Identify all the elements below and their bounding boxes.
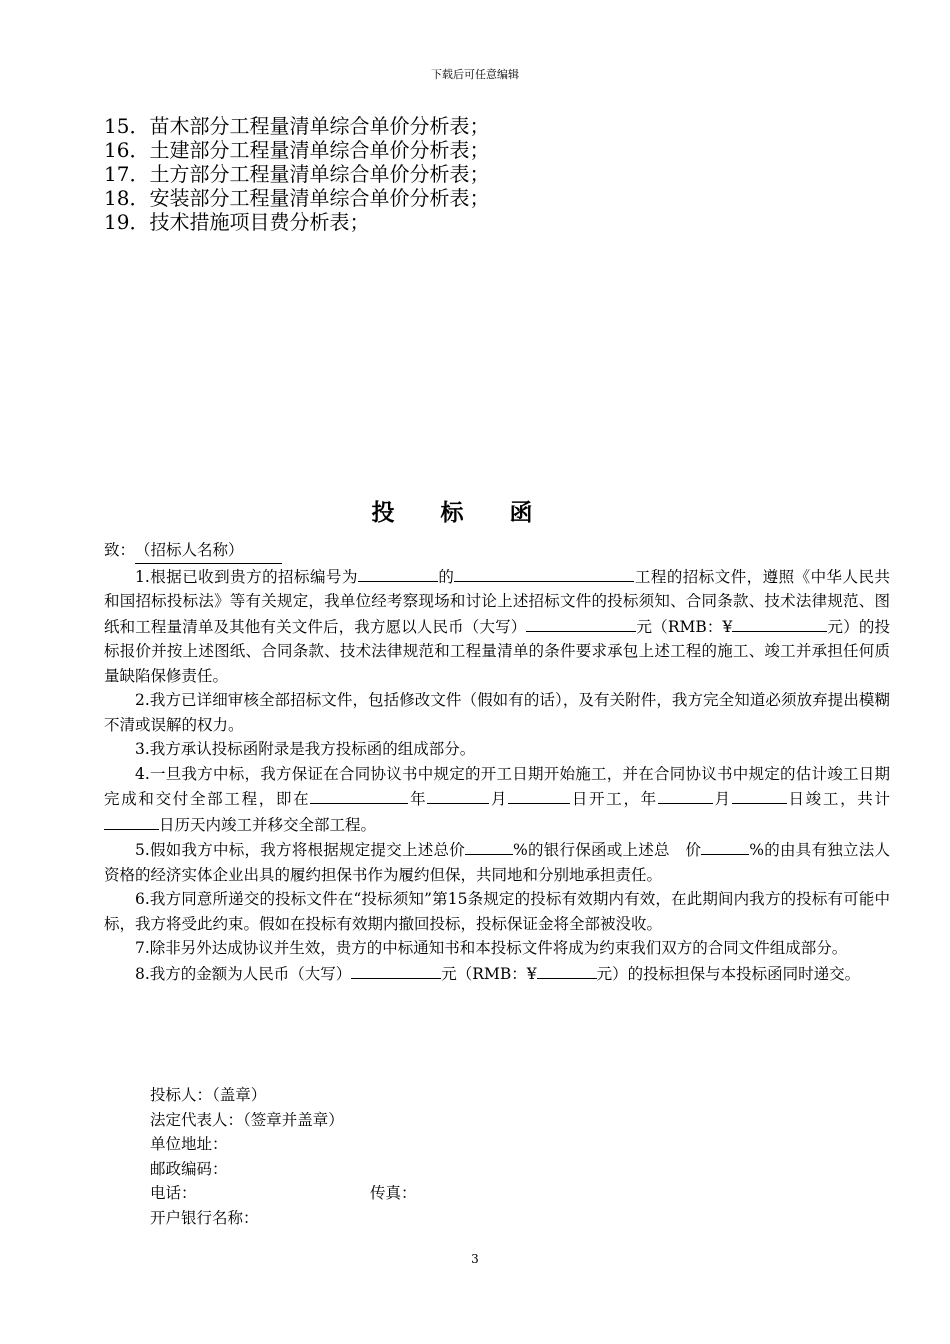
blank-field <box>537 961 597 979</box>
blank-field <box>310 786 408 804</box>
page-title: 投标函 <box>371 499 579 526</box>
list-item: 17．土方部分工程量清单综合单价分析表； <box>104 162 490 186</box>
paragraph-6: 6.我方同意所递交的投标文件在“投标须知”第15条规定的投标有效期内有效，在此期间内我方的投标有可能中标，我方将受此约束。假如在投标有效期内撤回投标，投标保证金将全部被没收。 <box>104 890 890 933</box>
paragraph-7: 7.除非另外达成协议并生效，贵方的中标通知书和本投标文件将成为约束我们双方的合同文件组成部分。 <box>135 939 848 957</box>
legal-rep-line: 法定代表人：（签章并盖章） <box>150 1110 344 1129</box>
blank-field <box>508 786 570 804</box>
blank-field <box>701 837 749 855</box>
list-item: 16．土建部分工程量清单综合单价分析表； <box>104 138 490 162</box>
page-header-note: 下载后可任意编辑 <box>431 68 519 81</box>
letter-body <box>104 538 890 986</box>
blank-field <box>526 614 636 632</box>
paragraph-1: 1.根据已收到贵方的招标编号为 的 工程的招标文件，遵照《中华人民共和国招标投标法》等有关规定，我单位经考察现场和讨论上述招标文件的投标须知、合同条款、技术法律规范、图纸和工程量清单及其他有关文件后，我方愿以人民币（大写） 元（RMB：¥ 元）的投标报价并按上述图纸、合同条款、技术法律规范和工程量清单的条件要求承包上述工程的施工、竣工并承担任何质量缺陷保修责任。 <box>104 564 890 689</box>
blank-field <box>732 614 827 632</box>
blank-field <box>465 837 513 855</box>
blank-field <box>351 961 441 979</box>
postcode-line: 邮政编码： <box>150 1159 228 1178</box>
signature-block <box>150 1083 417 1230</box>
blank-field <box>427 786 489 804</box>
paragraph-8: 8.我方的金额为人民币（大写） 元（RMB：¥ 元）的投标担保与本投标函同时递交。 <box>104 961 890 987</box>
phone-fax-line <box>150 1181 417 1206</box>
blank-field <box>358 564 438 582</box>
paragraph-4: 4.一旦我方中标，我方保证在合同协议书中规定的开工日期开始施工，并在合同协议书中规定的估计竣工日期完成和交付全部工程，即在 年 月 日开工，年 月 日竣工，共计日历天内竣工并移交全部工程。 <box>104 764 890 834</box>
paragraph-2: 2.我方已详细审核全部招标文件，包括修改文件（假如有的话），及有关附件，我方完全知道必须放弃提出模糊不清或误解的权力。 <box>104 691 890 734</box>
paragraph-5: 5.假如我方中标，我方将根据规定提交上述总价 %的银行保函或上述总 价 %的由具有独立法人资格的经济实体企业出具的履约担保书作为履约但保，共同地和分别地承担责任。 <box>104 837 890 887</box>
bidder-line: 投标人：（盖章） <box>150 1086 267 1104</box>
blank-field <box>658 786 713 804</box>
attachment-list <box>104 114 489 234</box>
address-line: 单位地址： <box>150 1135 228 1153</box>
bank-line: 开户银行名称： <box>150 1208 259 1227</box>
list-item: 15．苗木部分工程量清单综合单价分析表； <box>104 114 490 138</box>
addressee-field: （招标人名称） <box>135 538 282 564</box>
blank-field <box>732 786 787 804</box>
fax-label: 传真： <box>370 1184 417 1202</box>
list-item: 18．安装部分工程量清单综合单价分析表； <box>104 186 490 210</box>
page-number: 3 <box>471 1252 479 1266</box>
list-item: 19．技术措施项目费分析表； <box>104 210 370 234</box>
blank-field <box>454 564 634 582</box>
phone-label: 电话： <box>150 1184 197 1202</box>
addressee-line: 致：（招标人名称） <box>104 538 890 564</box>
paragraph-3: 3.我方承认投标函附录是我方投标函的组成部分。 <box>135 740 476 758</box>
blank-field <box>104 812 159 830</box>
